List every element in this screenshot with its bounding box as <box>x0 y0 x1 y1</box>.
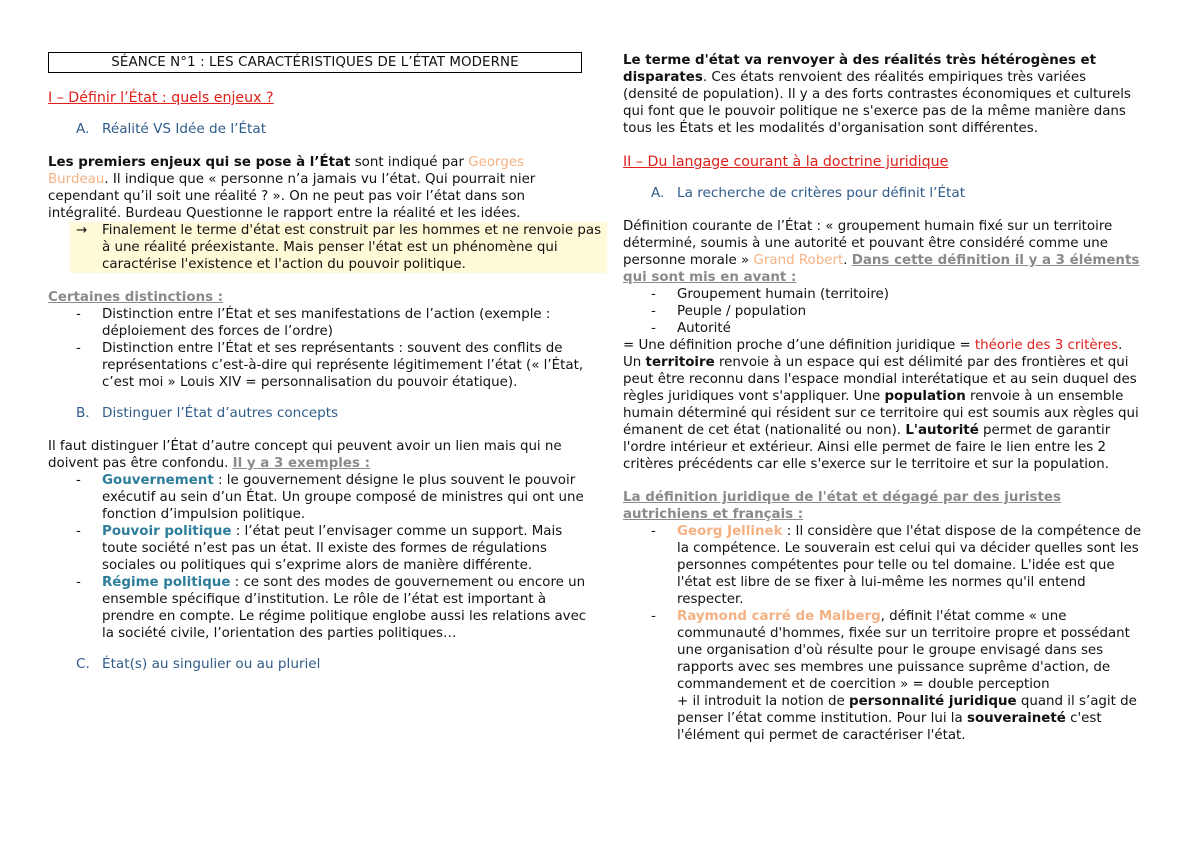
term: Régime politique <box>102 575 231 590</box>
list-item <box>623 608 1143 744</box>
text-run: permet de garantir l'ordre intérieur et extérieur. Ainsi elle permet de faire le lien entre les 2 critères précédents car elle s'exerce sur le territoire et sur la population. <box>623 423 1111 472</box>
list-item: - Peuple / population <box>623 303 1143 320</box>
section-2-heading: II – Du langage courant à la doctrine juridique <box>623 154 949 170</box>
arrow-icon: → <box>76 223 88 238</box>
term: Gouvernement <box>102 473 214 488</box>
text-run: , définit l'état comme « une communauté d'hommes, fixée sur un territoire propre et possédant une organisation d'où résulte pour le groupe envisagé dans ses rapports avec ses membres une puissance suprême d'action, de commandement et de coercition » = double perception <box>677 609 1130 692</box>
list-item: - Distinction entre l’État et ses représentants : souvent des conflits de représentations c’est-à-dire qui représente légitimement l’état (« l’État, c’est moi » Louis XIV = personnalisation du pouvoir étatique). <box>48 340 588 391</box>
red-term: théorie des 3 critères <box>974 338 1119 353</box>
text-run: . Un <box>623 338 1123 370</box>
text-run: . <box>843 253 852 268</box>
subsection-a-heading <box>623 185 1143 202</box>
subsection-letter: A. <box>651 185 665 201</box>
paragraph-definition <box>623 218 1143 286</box>
right-column <box>623 52 1143 744</box>
elements-heading: Dans cette définition il y a 3 éléments qui sont mis en avant : <box>623 253 1140 285</box>
text-run: renvoie à un ensemble humain déterminé qui résident sur ce territoire qui est soumis aux règles qui émanent de cet état (nationalité ou non). <box>623 389 1139 438</box>
conclusion-text: Finalement le terme d'état est construit par les hommes et ne renvoie pas à une réalité préexistante. Mais penser l'état est un phénomène qui caractérise l'existence et l'action du pouvoir politique. <box>102 223 602 272</box>
list-item <box>48 523 588 574</box>
distinctions-list <box>48 306 588 391</box>
highlighted-conclusion <box>70 222 607 273</box>
text-run: c'est l'élément qui permet de caractériser l'état. <box>677 711 1102 743</box>
text-run: : Il considère que l'état dispose de la compétence de la compétence. Le souverain est celui qui va décider quelles sont les personnes compétentes pour telle ou tel domaine. L'idée est que l'état est libre de se fixer à lui-même les normes qu'il entend respecter. <box>677 524 1142 607</box>
subsection-title: Distinguer l’État d’autres concepts <box>102 405 339 421</box>
text-run: renvoie à un espace qui est délimité par des frontières et qui peut être reconnu dans l'espace mondial interétatique et au sein duquel des règles juridiques vont s'appliquer. Une <box>623 355 1137 404</box>
text-run: . Ces états renvoient des réalités empiriques très variées (densité de population). Il y a des forts contrastes économiques et culturels qui font que le pouvoir politique ne s'exerce pas de la même manière dans tous les États et les modalités d'organisation sont différentes. <box>623 70 1131 136</box>
paragraph-heterogeneous <box>623 52 1143 137</box>
list-item <box>623 523 1143 608</box>
distinctions-heading: Certaines distinctions : <box>48 290 224 305</box>
bold-term: territoire <box>645 355 715 370</box>
bold-phrase: Les premiers enjeux qui se pose à l’État <box>48 155 351 170</box>
paragraph-distinguish <box>48 438 588 472</box>
text-run: : le gouvernement désigne le plus souvent le pouvoir exécutif au sein d’un État. Un groupe composé de ministres qui ont une fonction d’impulsion politique. <box>102 473 584 522</box>
paragraph-burdeau <box>48 154 588 222</box>
text-run: + il introduit la notion de <box>677 694 850 709</box>
bold-term: personnalité juridique <box>849 694 1017 709</box>
subsection-title: État(s) au singulier ou au pluriel <box>102 656 321 672</box>
examples-heading: Il y a 3 exemples : <box>232 456 370 471</box>
bold-term: souveraineté <box>966 711 1066 726</box>
bold-phrase: Le terme d'état va renvoyer à des réalités très hétérogènes et disparates <box>623 53 1097 85</box>
subsection-letter: B. <box>76 405 90 421</box>
section-1-heading: I – Définir l’État : quels enjeux ? <box>48 90 274 106</box>
list-item <box>48 472 588 523</box>
jurist-name: Georg Jellinek <box>677 524 783 539</box>
session-title: SÉANCE N°1 : LES CARACTÉRISTIQUES DE L’ÉTAT MODERNE <box>48 52 582 73</box>
subsection-c-heading <box>48 656 588 673</box>
list-item <box>48 574 588 642</box>
text-run: . Il indique que « personne n’a jamais vu l’état. Qui pourrait nier cependant qu’il soit une réalité ? ». On ne peut pas voir l’état dans son intégralité. Burdeau Questionne le rapport entre la réalité et les idées. <box>48 172 536 221</box>
bold-term: population <box>884 389 966 404</box>
author-name: Georges Burdeau <box>48 155 525 187</box>
bold-term: L'autorité <box>905 423 979 438</box>
subsection-letter: A. <box>76 121 90 137</box>
list-item: - Distinction entre l’État et ses manifestations de l’action (exemple : déploiement des forces de l’ordre) <box>48 306 588 340</box>
list-item: - Autorité <box>623 320 1143 337</box>
subsection-title: Réalité VS Idée de l’État <box>102 121 267 137</box>
subsection-title: La recherche de critères pour définit l’État <box>677 185 966 201</box>
list-item: - Groupement humain (territoire) <box>623 286 1143 303</box>
left-column <box>48 52 602 673</box>
jurist-name: Raymond carré de Malberg <box>677 609 881 624</box>
text-run: = Une définition proche d’une définition juridique = <box>623 338 975 353</box>
subsection-b-heading <box>48 405 588 422</box>
term: Pouvoir politique <box>102 524 232 539</box>
paragraph-three-criteria <box>623 337 1143 473</box>
subsection-letter: C. <box>76 656 90 672</box>
elements-list <box>623 286 1143 337</box>
jurists-list <box>623 523 1143 744</box>
text-run: Définition courante de l’État : « groupement humain fixé sur un territoire déterminé, soumis à une autorité et pouvant être considéré comme une personne morale » <box>623 219 1113 268</box>
text-run: sont indiqué par <box>350 155 469 170</box>
source-name: Grand Robert <box>753 253 844 268</box>
text-run: quand il s’agit de penser l’état comme institution. Pour lui la <box>677 694 1137 726</box>
text-run: : l’état peut l’envisager comme un support. Mais toute société n’est pas un état. Il existe des formes de régulations sociales ou politiques qui s’exprime alors de manière différente. <box>102 524 563 573</box>
subsection-a-heading <box>48 121 588 138</box>
jurists-heading: La définition juridique de l'état et dégagé par des juristes autrichiens et français : <box>623 490 1061 522</box>
text-run: Il faut distinguer l’État d’autre concept qui peuvent avoir un lien mais qui ne doivent pas être confondu. <box>48 439 562 471</box>
examples-list <box>48 472 588 642</box>
text-run: : ce sont des modes de gouvernement ou encore un ensemble spécifique d’institution. Le rôle de l’état est important à prendre en compte. Le régime politique englobe aussi les relations avec la société civile, l’orientation des parties politiques… <box>102 575 587 641</box>
